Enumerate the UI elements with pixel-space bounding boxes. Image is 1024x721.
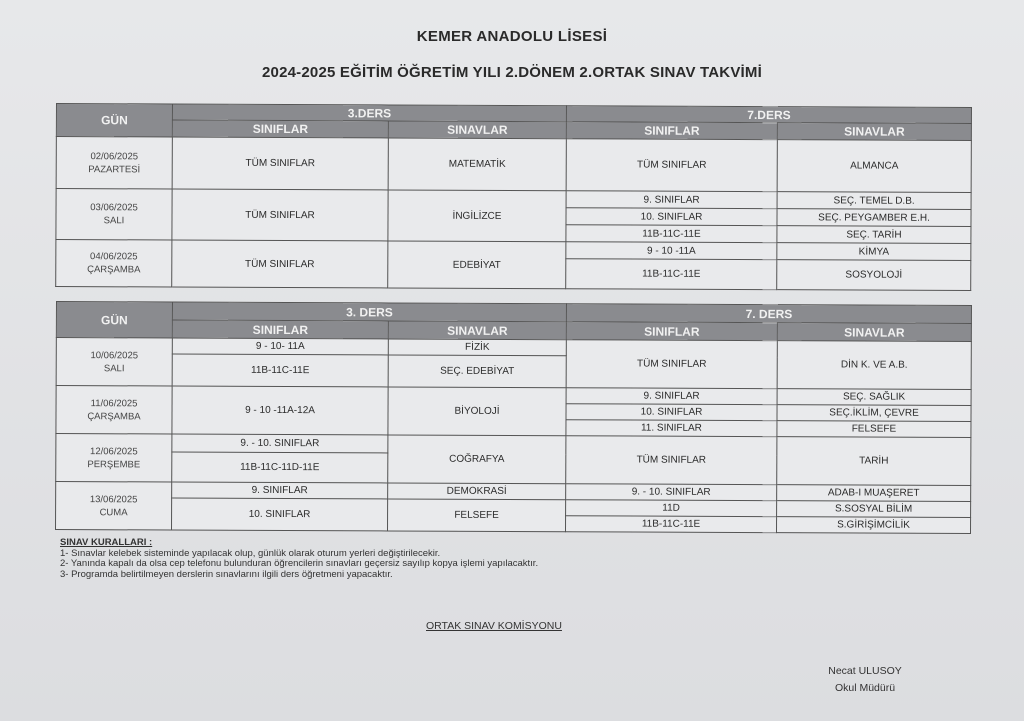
weekday: SALI — [103, 215, 125, 227]
class-cell: 9 - 10 -11A — [566, 242, 777, 260]
day-cell — [56, 240, 172, 288]
exam-cell: FELSEFE — [777, 421, 971, 438]
exam-cell: COĞRAFYA — [388, 435, 566, 484]
exams-header: SINAVLAR — [388, 321, 566, 340]
exam-cell: SEÇ. TARİH — [777, 226, 971, 244]
date: 02/06/2025 — [90, 150, 139, 162]
class-cell: 11. SINIFLAR — [566, 420, 777, 437]
exam-table-week1 — [55, 103, 972, 291]
exam-cell: SEÇ.İKLİM, ÇEVRE — [777, 405, 971, 422]
weekday: SALI — [103, 362, 125, 374]
signature-block — [820, 663, 910, 697]
exam-cell: S.SOSYAL BİLİM — [777, 501, 971, 518]
exam-cell: SOSYOLOJİ — [777, 260, 971, 291]
period-3-header: 3.DERS — [172, 104, 566, 122]
class-cell: 9. SINIFLAR — [172, 482, 388, 499]
class-cell: TÜM SINIFLAR — [172, 240, 388, 288]
exam-cell: İNGİLİZCE — [388, 190, 566, 242]
school-title: KEMER ANADOLU LİSESİ — [416, 28, 608, 45]
class-cell: TÜM SINIFLAR — [172, 137, 388, 190]
period-7-header: 7.DERS — [566, 106, 971, 124]
date: 13/06/2025 — [89, 493, 138, 505]
principal-title: Okul Müdürü — [834, 682, 896, 694]
date: 12/06/2025 — [90, 445, 138, 457]
day-header: GÜN — [56, 104, 172, 138]
classes-header: SINIFLAR — [566, 322, 777, 341]
exam-cell: SEÇ. EDEBİYAT — [388, 355, 566, 388]
day-cell — [56, 386, 172, 435]
date: 10/06/2025 — [90, 349, 139, 361]
weekday: ÇARŞAMBA — [87, 410, 141, 422]
exam-cell: TARİH — [777, 437, 971, 486]
class-cell: 10. SINIFLAR — [172, 498, 388, 531]
class-cell: TÜM SINIFLAR — [172, 189, 388, 241]
exams-header: SINAVLAR — [777, 323, 971, 342]
class-cell: 9. - 10. SINIFLAR — [172, 434, 388, 453]
weekday: PAZARTESİ — [88, 163, 141, 175]
class-cell: 9 - 10 -11A-12A — [172, 386, 388, 435]
class-cell: TÜM SINIFLAR — [566, 139, 777, 192]
class-cell: 9. SINIFLAR — [566, 191, 777, 209]
exam-cell: FİZİK — [388, 339, 566, 356]
class-cell: 11B-11C-11E — [565, 516, 776, 533]
class-cell: 10. SINIFLAR — [566, 404, 777, 421]
weekday: PERŞEMBE — [87, 458, 141, 470]
exam-cell: BİYOLOJİ — [388, 387, 566, 436]
exams-header: SINAVLAR — [388, 121, 566, 139]
exam-rules — [60, 538, 538, 580]
rules-heading: SINAV KURALLARI : — [60, 537, 153, 548]
day-cell — [56, 137, 172, 190]
exam-cell: S.GİRİŞİMCİLİK — [776, 517, 970, 534]
day-cell — [56, 338, 172, 387]
exam-cell: SEÇ. TEMEL D.B. — [777, 192, 971, 210]
rule-item: 2- Yanında kapalı da olsa cep telefonu bulunduran öğrencilerin sınavları geçersiz sayılıp kopya işlemi yapılacaktır. — [60, 558, 539, 569]
document-title: 2024-2025 EĞİTİM ÖĞRETİM YILI 2.DÖNEM 2.ORTAK SINAV TAKVİMİ — [262, 64, 762, 81]
class-cell: 11B-11C-11E — [566, 259, 777, 290]
rule-item: 3- Programda belirtilmeyen derslerin sınavlarını ilgili ders öğretmeni yapacaktır. — [60, 568, 393, 580]
classes-header: SINIFLAR — [172, 320, 388, 339]
day-cell — [56, 482, 172, 531]
classes-header: SINIFLAR — [172, 120, 388, 138]
exam-cell: MATEMATİK — [388, 138, 566, 191]
exam-cell: DEMOKRASİ — [388, 483, 566, 500]
exam-cell: DİN K. VE A.B. — [777, 341, 971, 390]
class-cell: 11B-11C-11E — [172, 354, 388, 387]
class-cell: 9. SINIFLAR — [566, 388, 777, 405]
day-cell — [56, 434, 172, 483]
weekday: ÇARŞAMBA — [87, 264, 141, 276]
date: 11/06/2025 — [90, 397, 138, 409]
class-cell: 11D — [566, 500, 777, 517]
period-7-header: 7. DERS — [566, 304, 971, 324]
class-cell: 9. - 10. SINIFLAR — [566, 484, 777, 501]
rule-item: 1- Sınavlar kelebek sisteminde yapılacak olup, günlük olarak oturum yerleri değiştirilecekir. — [60, 547, 441, 559]
day-header: GÜN — [56, 302, 172, 339]
class-cell: 11B-11C-11D-11E — [172, 452, 388, 483]
principal-name: Necat ULUSOY — [828, 665, 902, 677]
exam-cell: SEÇ. SAĞLIK — [777, 389, 971, 406]
class-cell: 11B-11C-11E — [566, 225, 777, 243]
day-cell — [56, 189, 172, 241]
exam-cell: EDEBİYAT — [388, 241, 566, 289]
exam-table-week2 — [55, 301, 972, 534]
commission-label: ORTAK SINAV KOMİSYONU — [426, 620, 562, 632]
date: 04/06/2025 — [90, 251, 138, 263]
class-cell: 9 - 10- 11A — [172, 338, 388, 355]
class-cell: TÜM SINIFLAR — [566, 436, 777, 485]
date: 03/06/2025 — [90, 202, 138, 214]
class-cell: 10. SINIFLAR — [566, 208, 777, 226]
exams-header: SINAVLAR — [777, 123, 971, 141]
period-3-header: 3. DERS — [172, 302, 566, 322]
class-cell: TÜM SINIFLAR — [566, 340, 777, 389]
exam-cell: KİMYA — [777, 243, 971, 261]
exam-cell: ADAB-I MUAŞERET — [777, 485, 971, 502]
exam-cell: FELSEFE — [387, 499, 565, 532]
weekday: CUMA — [99, 506, 128, 518]
exam-cell: SEÇ. PEYGAMBER E.H. — [777, 209, 971, 227]
classes-header: SINIFLAR — [566, 122, 777, 140]
exam-cell: ALMANCA — [777, 140, 971, 193]
